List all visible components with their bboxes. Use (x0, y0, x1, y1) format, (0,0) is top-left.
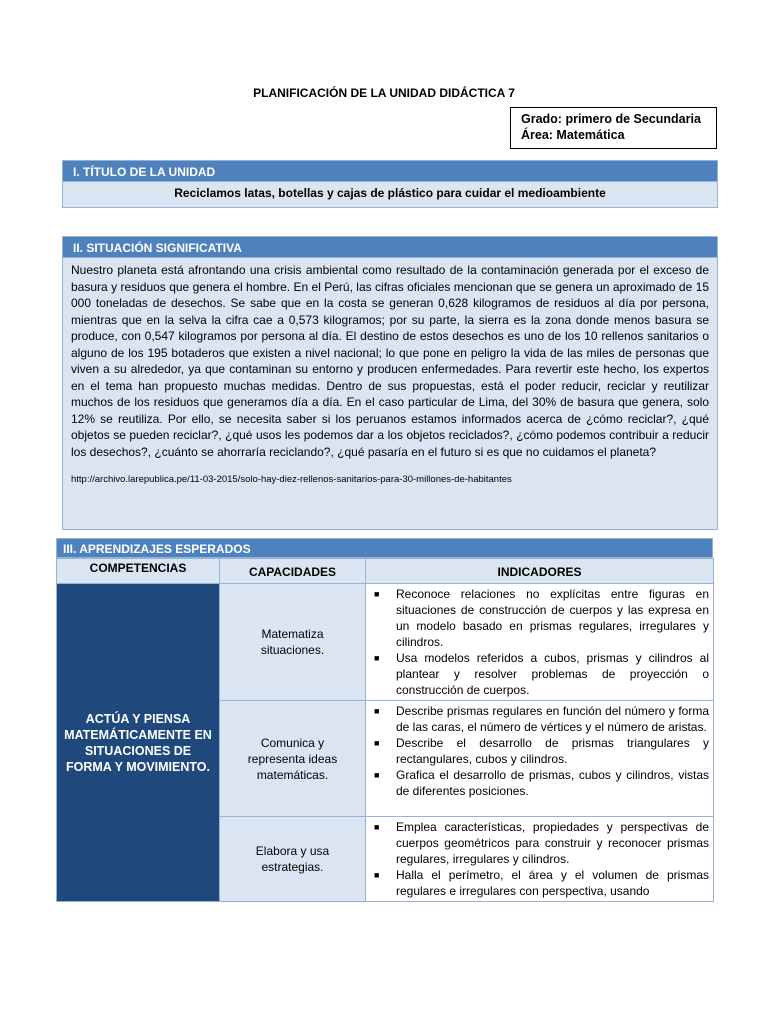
section-unit-title-heading: I. TÍTULO DE LA UNIDAD (62, 160, 718, 182)
section-unit-title (62, 160, 718, 208)
list-item: ■ Emplea características, propiedades y perspectivas de cuerpos geométricos para construir y reconocer prismas regulares, irregulares y cilindros. (374, 820, 709, 866)
list-item: ■ Halla el perímetro, el área y el volumen de prismas regulares e irregulares con perspectiva, usando (374, 868, 709, 898)
grade-area-box (510, 107, 717, 149)
area-line: Área: Matemática (521, 128, 625, 142)
capacidad-cell: Matematiza situaciones. (220, 584, 366, 701)
situation-text: Nuestro planeta está afrontando una crisis ambiental como resultado de la contaminación generada por el exceso de basura y residuos que genera el hombre. En el Perú, las cifras oficiales mencionan que se genera un aproximado de 15 000 toneladas de desechos. Se sabe que en la costa se generan 0,628 kilogramos de residuos al día por persona, mientras que en la selva la cifra cae a 0,573 kilogramos; por su parte, la sierra es la zona donde menos basura se produce, con 0,547 kilogramos por persona al día. El destino de estos desechos es uno de los 10 rellenos sanitarios o alguno de los 195 botaderos que existen a nivel nacional; lo que pone en peligro la vida de las miles de personas que viven a su alrededor, ya que contaminan su entorno y producen enfermedades. Para revertir este hecho, los expertos en el tema han propuesto muchas medidas. Dentro de sus propuestas, está el poder reducir, reciclar y reutilizar muchos de los residuos que generamos día a día. En el caso particular de Lima, del 30% de basura que genera, solo 12% se reutiliza. Por ello, se necesita saber si los peruanos estamos informados acerca de ¿cómo reciclar?, ¿qué objetos se pueden reciclar?, ¿qué usos les podemos dar a los objetos reciclados?, ¿cómo podemos contribuir a reducir los desechos?, ¿cuánto se ahorraría reciclando?, ¿qué pasaría en el futuro si es que no cuidamos el planeta? (71, 263, 709, 459)
section-learning (56, 538, 713, 902)
column-header-indicadores: INDICADORES (366, 559, 714, 584)
square-bullet-icon: ■ (374, 870, 380, 880)
section-situation (62, 236, 718, 530)
unit-title-text: Reciclamos latas, botellas y cajas de plástico para cuidar el medioambiente (62, 182, 718, 208)
section-learning-heading: III. APRENDIZAJES ESPERADOS (56, 538, 713, 558)
list-item: ■ Grafica el desarrollo de prismas, cubos y cilindros, vistas de diferentes posiciones. (374, 768, 709, 798)
situation-body (62, 258, 718, 530)
source-link[interactable]: http://archivo.larepublica.pe/11-03-2015/solo-hay-diez-rellenos-sanitarios-para-30-millones-de-habitantes (71, 474, 512, 485)
grade-line: Grado: primero de Secundaria (521, 112, 701, 126)
table-row (57, 584, 714, 701)
column-header-capacidades: CAPACIDADES (220, 559, 366, 584)
learning-table (56, 558, 714, 902)
page-title: PLANIFICACIÓN DE LA UNIDAD DIDÁCTICA 7 (253, 86, 515, 100)
square-bullet-icon: ■ (374, 770, 380, 780)
capacidad-cell: Comunica y representa ideas matemáticas. (220, 701, 366, 817)
capacidad-cell: Elabora y usa estrategias. (220, 817, 366, 902)
list-item: ■ Describe prismas regulares en función del número y forma de las caras, el número de vértices y el número de aristas. (374, 704, 709, 734)
section-situation-heading: II. SITUACIÓN SIGNIFICATIVA (62, 236, 718, 258)
indicadores-cell (366, 701, 714, 817)
square-bullet-icon: ■ (374, 589, 380, 599)
list-item: ■ Describe el desarrollo de prismas triangulares y rectangulares, cubos y cilindros. (374, 736, 709, 766)
square-bullet-icon: ■ (374, 822, 380, 832)
indicadores-cell (366, 584, 714, 701)
list-item: ■ Usa modelos referidos a cubos, prismas y cilindros al plantear y resolver problemas de proyección o construcción de cuerpos. (374, 651, 709, 697)
list-item: ■ Reconoce relaciones no explícitas entre figuras en situaciones de construcción de cuerpos y las expresa en un modelo basado en prismas regulares, irregulares y cilindros. (374, 587, 709, 649)
competencia-cell: ACTÚA Y PIENSA MATEMÁTICAMENTE EN SITUACIONES DE FORMA Y MOVIMIENTO. (57, 584, 220, 902)
square-bullet-icon: ■ (374, 653, 380, 663)
square-bullet-icon: ■ (374, 706, 380, 716)
indicadores-cell (366, 817, 714, 902)
column-header-competencias: COMPETENCIAS (57, 559, 220, 584)
square-bullet-icon: ■ (374, 738, 380, 748)
